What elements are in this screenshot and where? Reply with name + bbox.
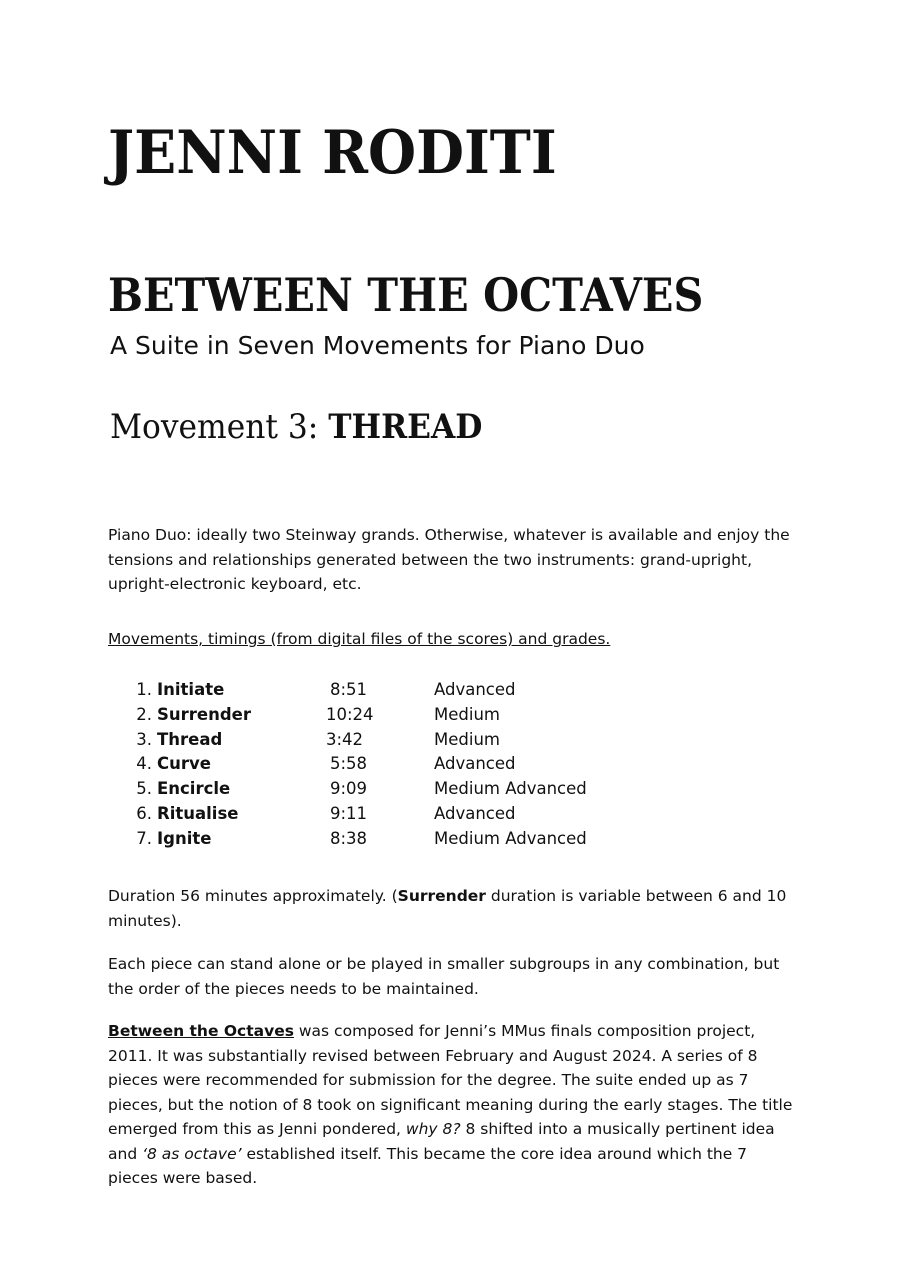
movement-row bbox=[130, 802, 730, 827]
movement-number: 6. bbox=[136, 803, 152, 823]
movement-title: Initiate bbox=[157, 680, 225, 699]
history-italic-why8: why 8? bbox=[405, 1120, 461, 1138]
movement-number: 5. bbox=[136, 779, 152, 799]
movement-grade: Medium Advanced bbox=[434, 779, 587, 799]
movement-timing: 5:58 bbox=[330, 754, 368, 774]
duration-text-end: duration is variable between 6 and 10 minutes). bbox=[108, 887, 787, 930]
movement-number: 3. bbox=[136, 729, 152, 749]
suite-subtitle: A Suite in Seven Movements for Piano Duo bbox=[110, 331, 645, 360]
movement-row bbox=[130, 752, 730, 777]
duration-movement-name: Surrender bbox=[397, 887, 486, 905]
movement-title: Ignite bbox=[157, 828, 212, 848]
movement-title: Surrender bbox=[157, 704, 251, 724]
movement-number: 2. bbox=[136, 704, 152, 724]
intro-paragraph: Piano Duo: ideally two Steinway grands. Otherwise, whatever is available and enjoy the tensions and relationships generated between the two instruments: grand-upright, upright-electronic keyboard, etc. bbox=[108, 526, 790, 593]
movement-grade: Medium Advanced bbox=[434, 828, 587, 848]
movement-grade: Medium bbox=[434, 729, 500, 749]
movement-timing: 10:24 bbox=[326, 704, 374, 724]
standalone-paragraph: Each piece can stand alone or be played in smaller subgroups in any combination, but the order of the pieces needs to be maintained. bbox=[108, 955, 780, 998]
movement-title: Curve bbox=[157, 754, 211, 774]
movement-row bbox=[130, 827, 730, 852]
movement-title: Thread bbox=[157, 729, 223, 749]
movement-timing: 9:11 bbox=[330, 803, 368, 823]
movement-row bbox=[130, 703, 730, 728]
movement-row bbox=[130, 777, 730, 802]
movement-heading-name: THREAD bbox=[328, 407, 483, 447]
movement-row bbox=[130, 728, 730, 753]
composer-name: JENNI RODITI bbox=[108, 118, 557, 188]
history-text-2: 8 shifted into a musically pertinent idea and bbox=[108, 1120, 775, 1163]
duration-paragraph bbox=[108, 884, 798, 933]
history-suite-title: Between the Octaves bbox=[108, 1022, 294, 1040]
movement-number: 4. bbox=[136, 754, 152, 774]
movement-heading-prefix: Movement 3: bbox=[110, 407, 329, 447]
movements-list bbox=[130, 678, 730, 852]
movement-grade: Medium bbox=[434, 704, 500, 724]
movement-number: 7. bbox=[136, 828, 152, 848]
movement-grade: Advanced bbox=[434, 754, 516, 774]
movement-title: Ritualise bbox=[157, 803, 239, 823]
movement-timing: 3:42 bbox=[326, 729, 364, 749]
movement-timing: 9:09 bbox=[330, 779, 368, 799]
movement-timing: 8:51 bbox=[330, 680, 368, 699]
movement-grade: Advanced bbox=[434, 680, 516, 699]
history-text-3: established itself. This became the core idea around which the 7 pieces were based. bbox=[108, 1144, 748, 1187]
movement-number: 1. bbox=[136, 680, 152, 699]
history-italic-octave: ‘8 as octave’ bbox=[142, 1144, 242, 1163]
history-text-1: was composed for Jenni’s MMus finals composition project, 2011. It was substantially revised between February and August 2024. A series of 8 pieces were recommended for submission for the degree. The suite ended up as 7 pieces, but the notion of 8 took on significant meaning during the early stages. The title emerged from this as Jenni pondered, bbox=[108, 1022, 793, 1138]
movements-list-heading: Movements, timings (from digital files of the scores) and grades. bbox=[108, 630, 611, 648]
suite-title: BETWEEN THE OCTAVES bbox=[108, 268, 704, 322]
movement-grade: Advanced bbox=[434, 803, 516, 823]
duration-text: Duration 56 minutes approximately. ( bbox=[108, 887, 398, 905]
movement-timing: 8:38 bbox=[330, 828, 368, 848]
history-paragraph bbox=[108, 1019, 798, 1191]
movement-row bbox=[130, 678, 730, 703]
movement-heading bbox=[110, 407, 482, 447]
movement-title: Encircle bbox=[157, 779, 231, 799]
